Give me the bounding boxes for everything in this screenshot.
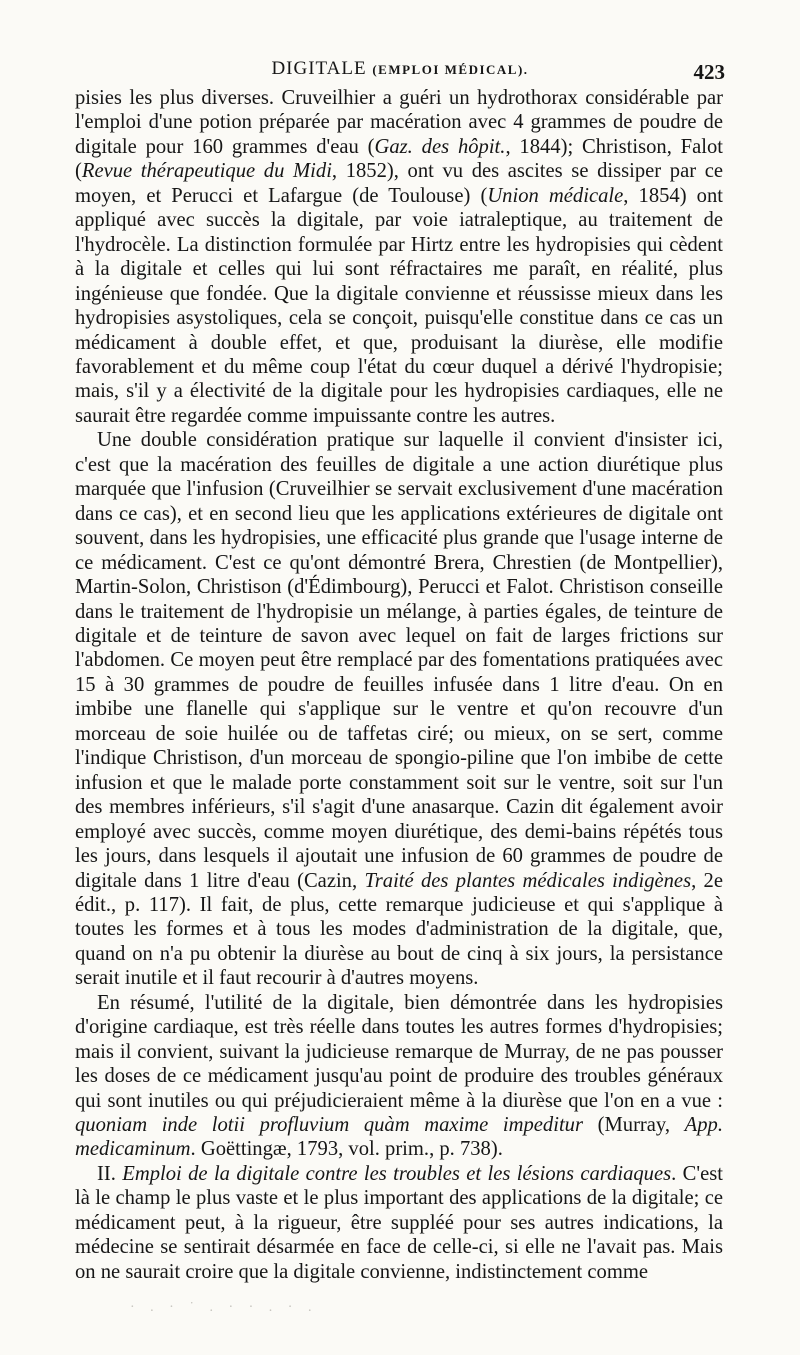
running-title [75, 58, 725, 80]
italic-text: Traité des plantes médicales indigènes [364, 869, 692, 892]
page-header [75, 58, 725, 88]
running-title-main: DIGITALE [271, 58, 367, 79]
text-run: pisies les plus diverses. Cruveilhier a guéri un hydrothorax considérable par l'emploi d'une potion préparée par macération avec 4 grammes de poudre de digitale pour 160 grammes d'eau ( [75, 87, 723, 158]
text-run: (Murray, [582, 1114, 685, 1137]
bleed-through-marks: · . · ˙ . · · . · . [130, 1300, 318, 1315]
body-text [75, 86, 723, 1284]
text-run: , 1852), ont vu des ascites se dissiper par ce moyen, et Perucci et Lafargue (de Toulouse) ( [75, 160, 723, 207]
paragraph [75, 1162, 723, 1284]
italic-text: Gaz. des hôpit. [374, 135, 506, 158]
text-run: . Goëttingæ, 1793, vol. prim., p. 738). [190, 1138, 503, 1161]
text-run: , 1854) ont appliqué avec succès la digitale, par voie iatraleptique, au traitement de l'hydrocèle. La distinction formulée par Hirtz entre les hydropisies qui cèdent à la digitale et celles qui lui sont réfractaires me paraît, en réalité, plus ingénieuse que fondée. Que la digitale convienne et réussisse mieux dans les hydropisies asystoliques, cela se conçoit, puisqu'elle constitue dans ce cas un médicament à double effet, et que, produisant la diurèse, elle modifie favorablement et du même coup l'état du cœur duquel a dérivé l'hydropisie; mais, s'il y a électivité de la digitale pour les hydropisies cardiaques, elle ne saurait être regardée comme impuissante contre les autres. [75, 184, 723, 427]
text-run: Une double considération pratique sur laquelle il convient d'insister ici, c'est que la macération des feuilles de digitale a une action diurétique plus marquée que l'infusion (Cruveilhier se servait exclusivement d'une macération dans ce cas), et en second lieu que les applications extérieures de digitale ont souvent, dans les hydropisies, une efficacité plus grande que l'usage interne de ce médicament. C'est ce qu'ont démontré Brera, Chrestien (de Montpellier), Martin-Solon, Christison (d'Édimbourg), Perucci et Falot. Christison conseille dans le traitement de l'hydropisie un mélange, à parties égales, de teinture de digitale et de teinture de savon avec lequel on fait de larges frictions sur l'abdomen. Ce moyen peut être remplacé par des fomentations pratiquées avec 15 à 30 grammes de poudre de feuilles infusée dans 1 litre d'eau. On en imbibe une flanelle qui s'applique sur le ventre et qu'on recouvre d'un morceau de soie huilée ou de taffetas ciré; ou mieux, on se sert, comme l'indique Christison, d'un morceau de spongio-piline que l'on imbibe de cette infusion et que le malade porte constamment soit sur le ventre, soit sur l'un des membres inférieurs, s'il s'agit d'une anasarque. Cazin dit également avoir employé avec succès, comme moyen diurétique, des demi-bains répétés tous les jours, dans lesquels il ajoutait une infusion de 60 grammes de poudre de digitale dans 1 litre d'eau (Cazin, [75, 429, 723, 892]
italic-text: Union médicale [487, 184, 624, 207]
text-run: , 2e édit., p. 117). Il fait, de plus, cette remarque judicieuse et qui s'applique à toutes les formes et à tous les modes d'administration de la digitale, que, quand on n'a pu obtenir la diurèse au bout de cinq à six jours, la persistance serait inutile et il faut recourir à d'autres moyens. [75, 869, 723, 990]
text-run: II. [97, 1162, 123, 1185]
text-run: , 1844); Christison, Falot ( [75, 135, 724, 183]
running-title-subtitle: (EMPLOI MÉDICAL). [372, 62, 529, 77]
italic-text: quoniam inde lotii profluvium quàm maxime impeditur [75, 1114, 583, 1137]
paragraph [75, 86, 723, 428]
page-number: 423 [693, 60, 725, 84]
italic-text: App. medicaminum [75, 1114, 723, 1161]
paragraph [75, 991, 723, 1162]
paragraph [75, 428, 723, 990]
text-run: . C'est là le champ le plus vaste et le plus important des applications de la digitale; ce médicament peut, à la rigueur, être suppléé pour ses autres indications, la médecine se sentirait désarmée en face de celle-ci, si elle ne l'avait pas. Mais on ne saurait croire que la digitale convienne, indistinctement comme [75, 1162, 723, 1283]
italic-text: Revue thérapeutique du Midi [81, 160, 332, 183]
text-run: En résumé, l'utilité de la digitale, bien démontrée dans les hydropisies d'origine cardiaque, est très réelle dans toutes les autres formes d'hydropisies; mais il convient, suivant la judicieuse remarque de Murray, de ne pas pousser les doses de ce médicament jusqu'au point de produire des troubles généraux qui sont inutiles ou qui préjudicieraient même à la diurèse que l'on en a vue : [75, 991, 723, 1112]
italic-text: Emploi de la digitale contre les troubles et les lésions cardiaques [122, 1162, 672, 1185]
